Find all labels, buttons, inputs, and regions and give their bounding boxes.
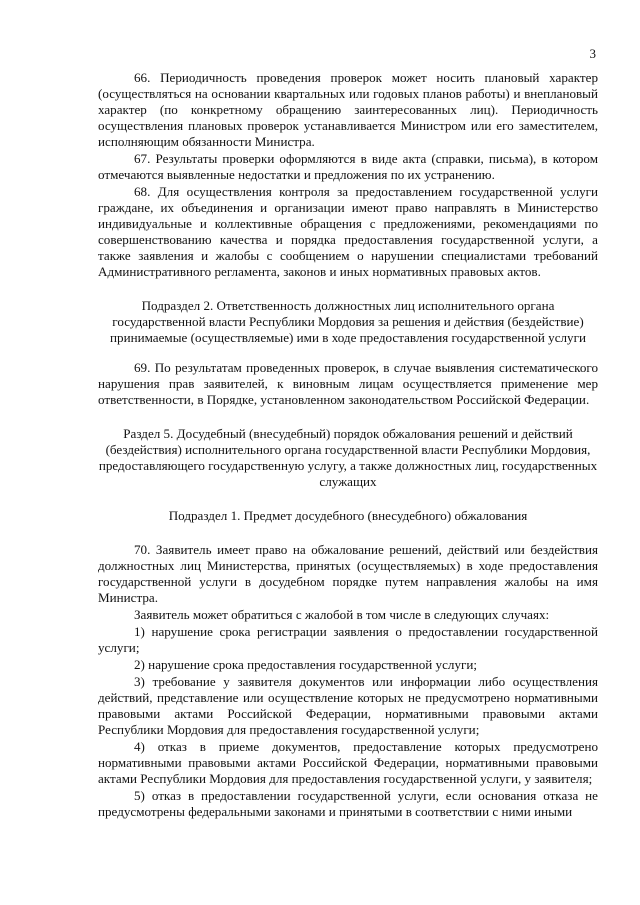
section-5-heading: Раздел 5. Досудебный (внесудебный) порядок обжалования решений и действий (бездействия) исполнительного органа государственной власти Республики Мордовия, предоставляющего государственную услугу, а также должностных лиц, государственных служащих [98, 426, 598, 489]
complaint-intro: Заявитель может обратиться с жалобой в том числе в следующих случаях: [134, 607, 550, 622]
paragraph-70: 70. Заявитель имеет право на обжалование решений, действий или бездействия должностных лиц Министерства, принятых (осуществляемых) в ходе предоставления государственной услуги в досудебном порядке путем направления жалобы на имя Министра. [98, 542, 598, 605]
document-body [98, 70, 598, 821]
complaint-case-1: 1) нарушение срока регистрации заявления о предоставлении государственной услуги; [98, 624, 598, 655]
subsection-2-heading: Подраздел 2. Ответственность должностных лиц исполнительного органа государственной власти Республики Мордовия за решения и действия (бездействие) принимаемые (осуществляемые) ими в ходе предоставления государственной услуги [110, 298, 586, 345]
page-number: 3 [589, 46, 596, 61]
paragraph-69: 69. По результатам проведенных проверок, в случае выявления систематического нарушения прав заявителей, к виновным лицам осуществляется применение мер ответственности, в Порядке, установленном законодательством Российской Федерации. [98, 360, 598, 407]
paragraph-68: 68. Для осуществления контроля за предоставлением государственной услуги граждане, их объединения и организации имеют право направлять в Министерство индивидуальные и коллективные обращения с предложениями, рекомендациями по совершенствованию качества и порядка предоставления государственной услуги, а также заявления и жалобы с сообщением о нарушении специалистами требований Административного регламента, законов и иных нормативных правовых актов. [98, 184, 598, 279]
paragraph-66: 66. Периодичность проведения проверок может носить плановый характер (осуществляться на основании квартальных или годовых планов работы) и внеплановый характер (по конкретному обращению заинтересованных лиц). Периодичность осуществления плановых проверок устанавливается Министром или его заместителем, исполняющим обязанности Министра. [98, 70, 598, 149]
complaint-case-3: 3) требование у заявителя документов или информации либо осуществления действий, представление или осуществление которых не предусмотрено нормативными правовыми актами Российской Федерации, нормативными правовыми актами Республики Мордовия для предоставления государственной услуги; [98, 674, 598, 737]
complaint-case-4: 4) отказ в приеме документов, предоставление которых предусмотрено нормативными правовыми актами Российской Федерации, нормативными правовыми актами Республики Мордовия для предоставления государственной услуги, у заявителя; [98, 739, 598, 786]
complaint-case-5: 5) отказ в предоставлении государственной услуги, если основания отказа не предусмотрены федеральными законами и принятыми в соответствии с ними иными [98, 788, 598, 819]
subsection-1-heading: Подраздел 1. Предмет досудебного (внесудебного) обжалования [168, 508, 528, 523]
paragraph-67: 67. Результаты проверки оформляются в виде акта (справки, письма), в котором отмечаются выявленные недостатки и предложения по их устранению. [98, 151, 598, 182]
complaint-case-2: 2) нарушение срока предоставления государственной услуги; [134, 657, 478, 672]
